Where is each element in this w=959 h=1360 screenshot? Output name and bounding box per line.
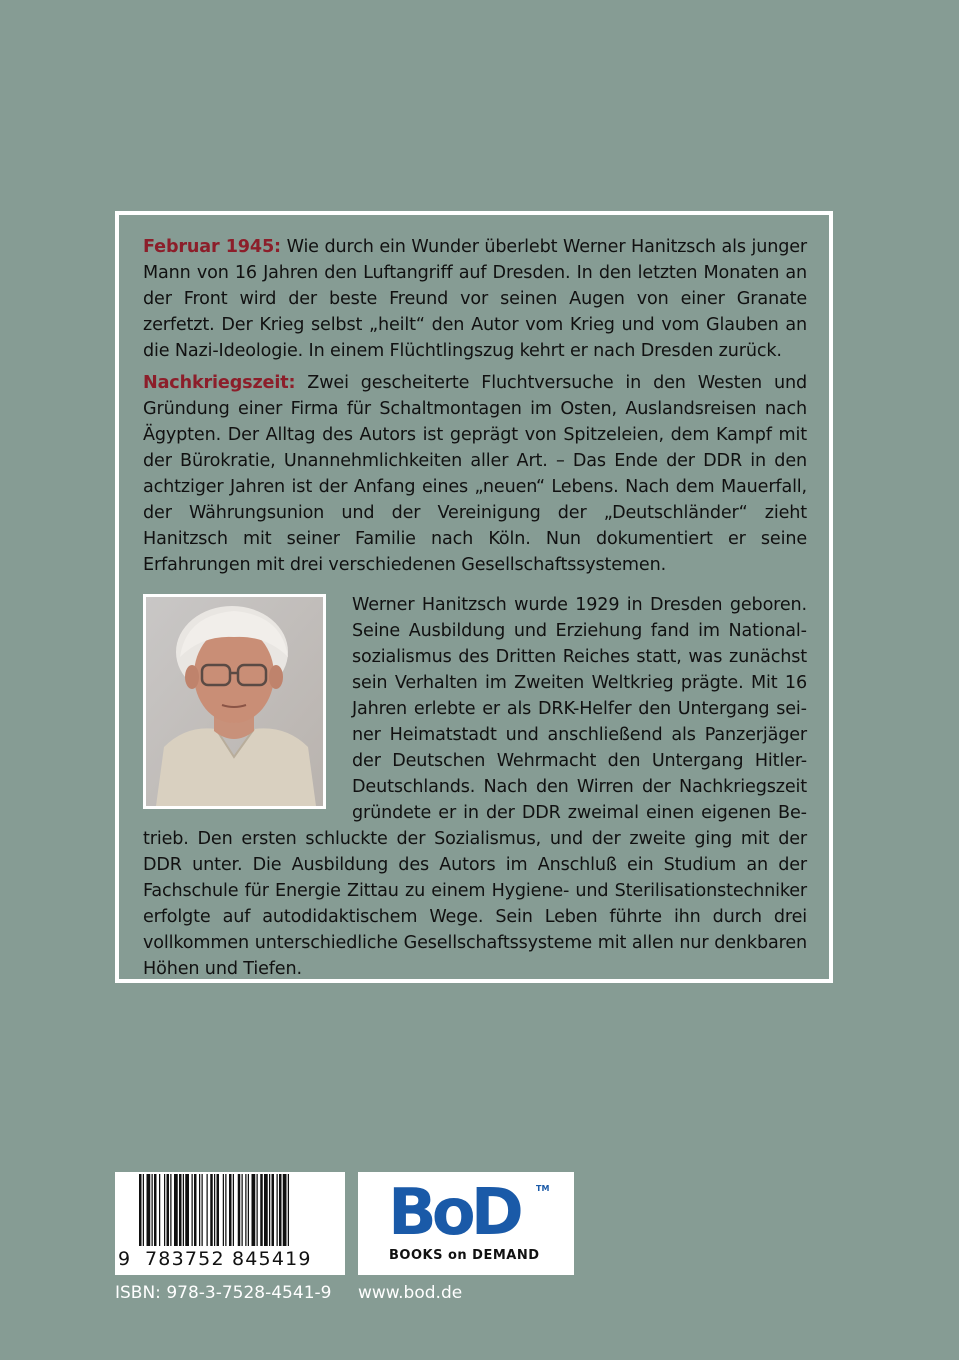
barcode-first-digit: 9 <box>118 1248 132 1270</box>
paragraph-postwar <box>143 370 807 578</box>
author-bio: Werner Hanitzsch wurde 1929 in Dresden geboren. Seine Ausbildung und Erziehung fand im Nationalsozialismus des Dritten Reiches statt, was zunächst sein Verhalten im Zweiten Weltkrieg prägte. Mit 16 Jahren erlebte er als DRK-Helfer den Untergang seiner Heimatstadt und anschließend als Panzerjäger der Deutschen Wehrmacht den Untergang Hitler-Deutschlands. Nach den Wirren der Nachkriegszeit gründete er in der DDR zweimal einen eigenen Betrieb. Den ersten schluckte der Sozialismus, und der zweite ging mit der DDR unter. Die Ausbildung des Autors im Anschluß ein Studium an der Fachschule für Energie Zittau zu einem Hygiene- und Sterilisationstechniker erfolgte auf autodidaktischem Wege. Sein Leben führte ihn durch drei vollkommen unterschiedliche Gesellschaftssysteme mit allen nur denkbaren Höhen und Tiefen. <box>143 595 807 979</box>
barcode-digits: 783752 845419 <box>145 1248 312 1270</box>
publisher-logo <box>358 1172 574 1275</box>
author-photo <box>143 594 326 809</box>
barcode-bars <box>115 1172 345 1248</box>
isbn-text: ISBN: 978-3-7528-4541-9 <box>115 1283 332 1303</box>
paragraph-text: Zwei gescheiterte Fluchtversuche in den Westen und Gründung einer Firma für Schaltmontagen im Osten, Auslandsreisen nach Ägypten. Der Alltag des Autors ist geprägt von Spitzeleien, dem Kampf mit der Bürokratie, Unannehmlichkeiten aller Art. – Das Ende der DDR in den achtziger Jahren ist der Anfang eines „neuen“ Lebens. Nach dem Mauerfall, der Währungsunion und der Vereinigung der „Deutschländer“ zieht Hanitzsch mit seiner Familie nach Köln. Nun dokumentiert er seine Erfahrungen mit drei verschiedenen Gesellschaftssystemen. <box>143 373 807 575</box>
paragraph-label: Nachkriegszeit: <box>143 373 296 393</box>
paragraph-text: Wie durch ein Wunder überlebt Werner Hanitzsch als junger Mann von 16 Jahren den Luftangriff auf Dresden. In den letzten Monaten an der Front wird der beste Freund vor seinen Augen von einer Granate zerfetzt. Der Krieg selbst „heilt“ den Autor vom Krieg und vom Glauben an die Nazi-Ideologie. In einem Flüchtlingszug kehrt er nach Dresden zurück. <box>143 237 808 361</box>
trademark: TM <box>536 1184 550 1193</box>
bod-tagline: BOOKS on DEMAND <box>389 1248 540 1263</box>
bod-logo-text: BoD <box>388 1176 519 1250</box>
paragraph-label: Februar 1945: <box>143 237 281 257</box>
isbn-barcode <box>115 1172 345 1275</box>
paragraph-february <box>143 234 807 364</box>
publisher-url: www.bod.de <box>358 1283 463 1303</box>
blurb-content <box>143 234 807 988</box>
